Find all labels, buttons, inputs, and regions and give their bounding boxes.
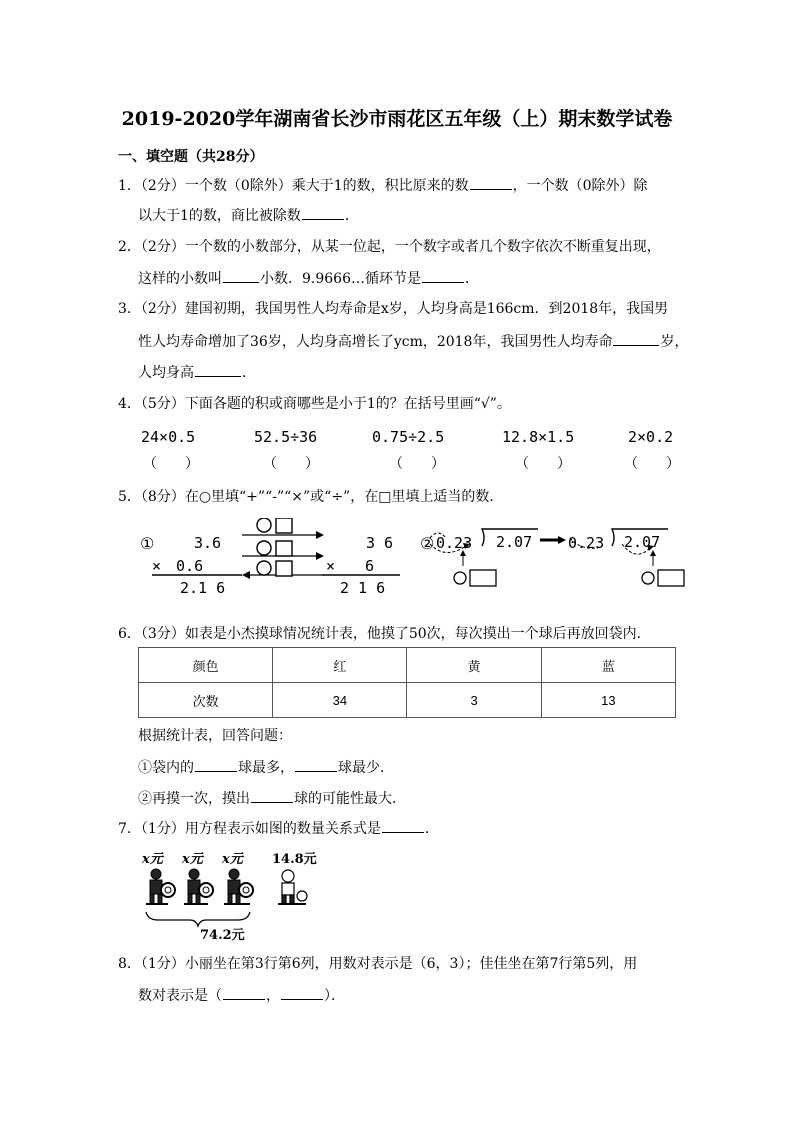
ball-statistics-table	[138, 647, 676, 718]
q5-product-a: 2.1 6	[180, 579, 226, 597]
q7-price-label-3: x元	[222, 852, 243, 867]
question-8-line-1: 8．（1分）小丽坐在第3行第6列，用数对表示是（6，3）；佳佳坐在第7行第5列，用	[118, 956, 638, 972]
q4-expression-5: 2×0.2	[628, 428, 674, 446]
q1-text-b: ，一个数（0除外）除	[512, 178, 648, 194]
answer-blank[interactable]	[281, 985, 323, 1000]
q4-answer-paren-3[interactable]: （ ）	[389, 456, 445, 472]
table-cell: 3	[407, 683, 541, 718]
table-row	[139, 683, 676, 718]
q2-text-b: 小数．9.9666…循环节是	[260, 271, 421, 287]
answer-blank[interactable]	[422, 268, 464, 283]
table-row	[139, 648, 676, 683]
question-1-line-1	[118, 175, 648, 196]
q4-answer-paren-1[interactable]: （ ）	[143, 456, 199, 472]
q7-price-label-1: x元	[142, 852, 163, 867]
question-8-line-2	[138, 985, 345, 1006]
q4-answer-paren-2[interactable]: （ ）	[263, 456, 319, 472]
answer-blank[interactable]	[223, 985, 265, 1000]
q4-expression-4: 12.8×1.5	[502, 428, 575, 446]
q1-text-d: ．	[344, 208, 359, 224]
q7-total-label: 74.2元	[200, 928, 245, 943]
question-3-line-1: 3．（2分）建国初期，我国男性人均寿命是x岁，人均身高是166cm．到2018年，我国男	[118, 301, 669, 317]
q5-multiplier-a: × 0.6	[152, 557, 204, 575]
q5-multiplicand-b: 3 6	[366, 534, 394, 552]
q6-text-b: 球最多，	[238, 760, 294, 776]
question-6-line-4	[138, 788, 406, 809]
q8-text-c: ）．	[324, 988, 345, 1004]
q6-text-e: 球的可能性最大．	[294, 791, 406, 807]
table-header-cell: 颜色	[139, 648, 273, 683]
answer-blank[interactable]	[302, 205, 344, 220]
answer-blank[interactable]	[382, 818, 424, 833]
q8-text-a: 数对表示是（	[138, 988, 222, 1004]
q5-diagram	[130, 518, 690, 600]
q1-text-a: 1．（2分）一个数（0除外）乘大于1的数，积比原来的数	[118, 178, 469, 194]
q7-price-label-2: x元	[182, 852, 203, 867]
q6-text-d: ②再摸一次，摸出	[138, 791, 250, 807]
table-cell: 34	[273, 683, 407, 718]
question-6-line-3	[138, 757, 394, 778]
q5-product-b: 2 1 6	[340, 579, 386, 597]
q7-text-b: ．	[424, 821, 439, 837]
question-3-line-2	[138, 331, 688, 352]
q3-text-c: 人均身高	[138, 365, 194, 381]
q4-expression-2: 52.5÷36	[254, 428, 318, 446]
q3-text-d: ．	[242, 365, 256, 381]
q5-marker-1: ①	[140, 536, 155, 553]
question-2-line-2	[138, 268, 479, 289]
question-4-line-1: 4．（5分）下面各题的积或商哪些是小于1的？在括号里画“√”。	[118, 396, 511, 412]
table-cell: 13	[541, 683, 675, 718]
q5-divisor-b: 0.23	[568, 534, 605, 552]
answer-blank[interactable]	[295, 757, 337, 772]
answer-blank[interactable]	[613, 331, 659, 346]
q5-divisor-a: 0.23	[436, 534, 473, 552]
q8-text-b: ，	[266, 988, 280, 1004]
answer-blank[interactable]	[195, 757, 237, 772]
q5-multiplier-b: × 6	[326, 557, 375, 575]
q3-text-a: 性人均寿命增加了36岁，人均身高增长了ycm，2018年，我国男性人均寿命	[138, 334, 613, 350]
q2-text-c: ．	[465, 271, 479, 287]
q4-expression-1: 24×0.5	[141, 428, 196, 446]
question-3-line-3	[138, 362, 256, 383]
q5-dividend-a: 2.07	[496, 533, 533, 551]
table-header-cell: 蓝	[541, 648, 675, 683]
q6-text-a: ①袋内的	[138, 760, 194, 776]
question-6-line-1: 6．（3分）如表是小杰摸球情况统计表，他摸了50次，每次摸出一个球后再放回袋内．	[118, 626, 651, 642]
q7-figure	[138, 846, 328, 942]
table-cell: 次数	[139, 683, 273, 718]
question-1-line-2	[138, 205, 359, 226]
q4-answer-paren-4[interactable]: （ ）	[515, 456, 571, 472]
question-5-line-1: 5．（8分）在○里填“+”“-”“×”或“÷”，在□里填上适当的数．	[118, 489, 504, 505]
q4-expression-3: 0.75÷2.5	[372, 428, 445, 446]
q4-answer-paren-5[interactable]: （ ）	[624, 456, 680, 472]
table-header-cell: 黄	[407, 648, 541, 683]
q5-multiplicand-a: 3.6	[194, 534, 222, 552]
question-6-line-2: 根据统计表，回答问题：	[138, 728, 292, 744]
q3-text-b: 岁，	[660, 334, 689, 350]
question-7-line-1	[118, 818, 439, 839]
page-title: 2019-2020学年湖南省长沙市雨花区五年级（上）期末数学试卷	[121, 108, 673, 130]
q1-text-c: 以大于1的数，商比被除数	[138, 208, 301, 224]
section-heading: 一、填空题（共28分）	[118, 149, 264, 165]
q6-text-c: 球最少．	[338, 760, 394, 776]
q5-marker-2: ②	[420, 536, 435, 553]
table-header-cell: 红	[273, 648, 407, 683]
answer-blank[interactable]	[470, 175, 512, 190]
question-2-line-1: 2．（2分）一个数的小数部分，从某一位起，一个数字或者几个数字依次不断重复出现，	[118, 239, 661, 255]
q7-price-label-4: 14.8元	[272, 852, 317, 867]
answer-blank[interactable]	[223, 268, 259, 283]
q2-text-a: 这样的小数叫	[138, 271, 222, 287]
answer-blank[interactable]	[195, 362, 241, 377]
answer-blank[interactable]	[251, 788, 293, 803]
q5-dividend-b: 2.07	[624, 533, 661, 551]
q7-text-a: 7．（1分）用方程表示如图的数量关系式是	[118, 821, 381, 837]
